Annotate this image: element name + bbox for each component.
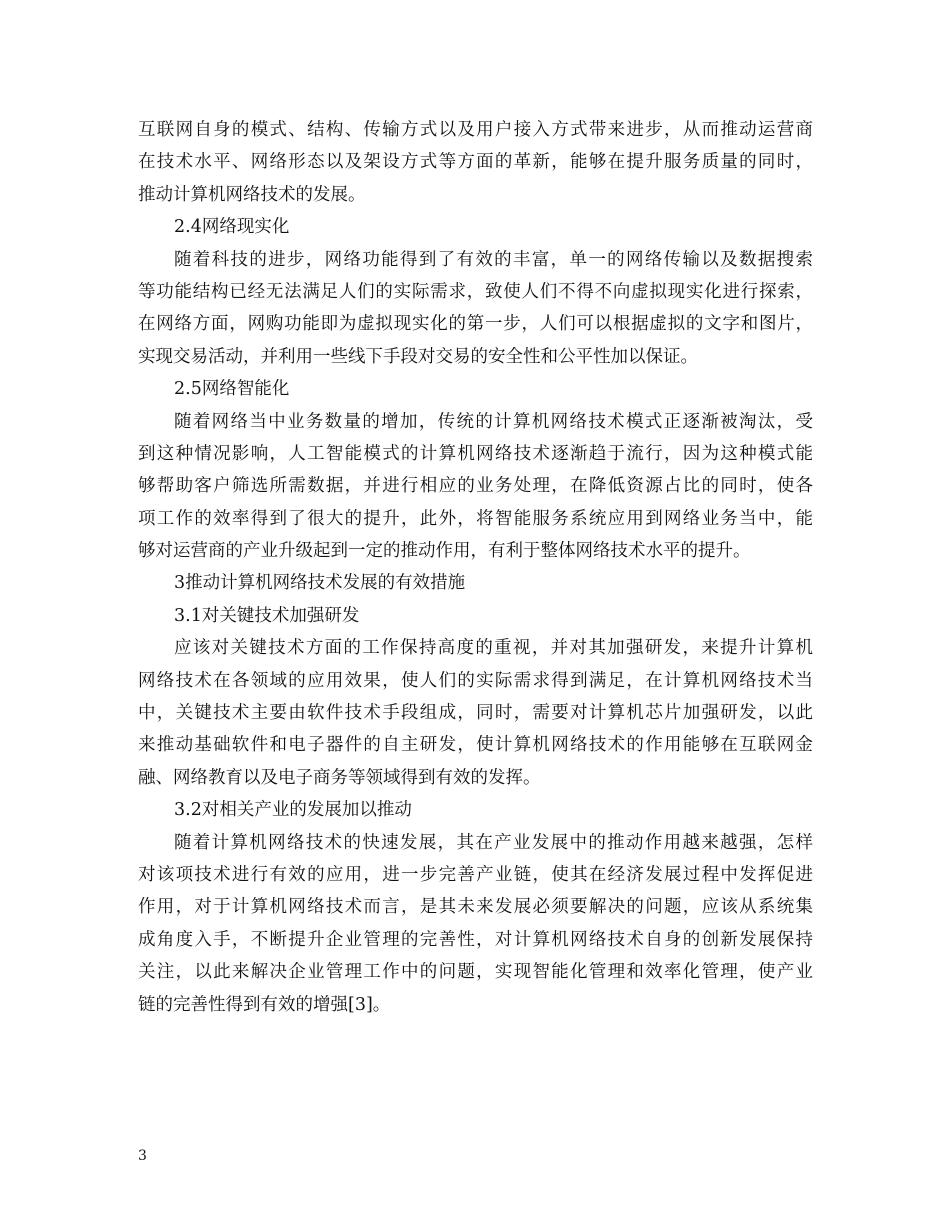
text-line: 够帮助客户筛选所需数据，并进行相应的业务处理，在降低资源占比的同时，使各 <box>138 476 813 497</box>
section-heading-3: 3推动计算机网络技术发展的有效措施 <box>174 573 466 594</box>
text-line: 互联网自身的模式、结构、传输方式以及用户接入方式带来进步，从而推动运营商 <box>138 120 813 140</box>
text-line: 实现交易活动，并利用一些线下手段对交易的安全性和公平性加以保证。 <box>138 346 698 367</box>
text-line: 中，关键技术主要由软件技术手段组成，同时，需要对计算机芯片加强研发，以此 <box>138 703 813 724</box>
text-line: 项工作的效率得到了很大的提升，此外，将智能服务系统应用到网络业务当中，能 <box>138 508 813 529</box>
text-line: 等功能结构已经无法满足人们的实际需求，致使人们不得不向虚拟现实化进行探索， <box>138 281 813 302</box>
text-line: 随着网络当中业务数量的增加，传统的计算机网络技术模式正逐渐被淘汰，受 <box>174 411 813 432</box>
text-line: 推动计算机网络技术的发展。 <box>138 184 366 205</box>
text-line: 在网络方面，网购功能即为虚拟现实化的第一步，人们可以根据虚拟的文字和图片， <box>138 314 813 335</box>
section-heading-2-5: 2.5网络智能化 <box>174 379 290 400</box>
text-line: 到这种情况影响，人工智能模式的计算机网络技术逐渐趋于流行，因为这种模式能 <box>138 443 813 464</box>
section-heading-3-1: 3.1对关键技术加强研发 <box>174 605 360 626</box>
text-line: 应该对关键技术方面的工作保持高度的重视，并对其加强研发，来提升计算机 <box>174 638 813 659</box>
document-body <box>138 114 813 1021</box>
text-line: 来推动基础软件和电子器件的自主研发，使计算机网络技术的作用能够在互联网金 <box>138 735 813 756</box>
text-line: 够对运营商的产业升级起到一定的推动作用，有利于整体网络技术水平的提升。 <box>138 541 751 562</box>
section-heading-3-2: 3.2对相关产业的发展加以推动 <box>174 800 412 821</box>
text-line: 链的完善性得到有效的增强[3]。 <box>138 994 391 1015</box>
text-line: 融、网络教育以及电子商务等领域得到有效的发挥。 <box>138 767 541 788</box>
text-line: 随着计算机网络技术的快速发展，其在产业发展中的推动作用越来越强，怎样 <box>174 832 813 853</box>
text-line: 作用，对于计算机网络技术而言，是其未来发展必须要解决的问题，应该从系统集 <box>138 897 813 918</box>
text-line: 成角度入手，不断提升企业管理的完善性，对计算机网络技术自身的创新发展保持 <box>138 929 813 950</box>
text-line: 关注，以此来解决企业管理工作中的问题，实现智能化管理和效率化管理，使产业 <box>138 962 813 983</box>
page-number: 3 <box>138 1148 147 1164</box>
text-line: 网络技术在各领域的应用效果，使人们的实际需求得到满足，在计算机网络技术当 <box>138 670 813 691</box>
section-heading-2-4: 2.4网络现实化 <box>174 217 290 238</box>
text-line: 在技术水平、网络形态以及架设方式等方面的革新，能够在提升服务质量的同时， <box>138 152 813 173</box>
text-line: 随着科技的进步，网络功能得到了有效的丰富，单一的网络传输以及数据搜索 <box>174 249 813 270</box>
text-line: 对该项技术进行有效的应用，进一步完善产业链，使其在经济发展过程中发挥促进 <box>138 864 813 885</box>
